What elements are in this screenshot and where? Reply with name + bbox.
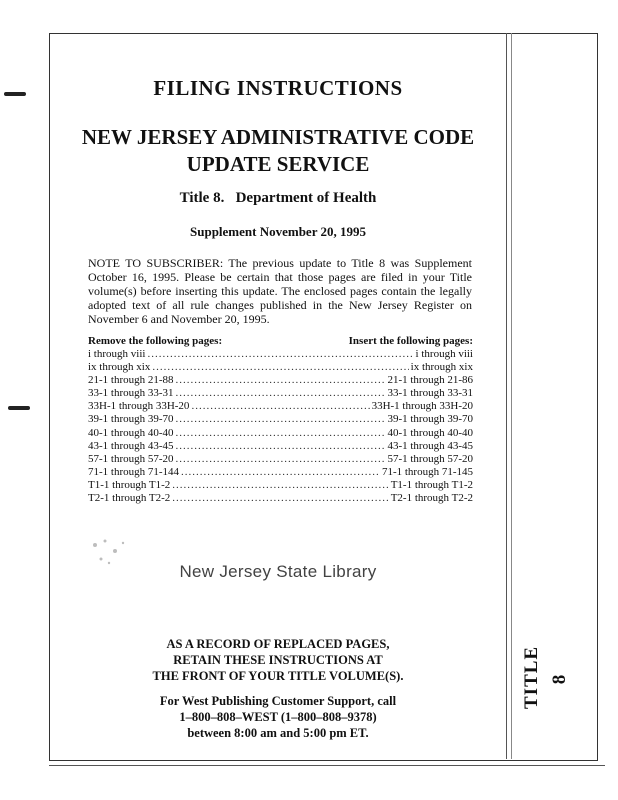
table-row (88, 479, 473, 492)
dot-leader (181, 466, 380, 479)
insert-pages: i through viii (415, 348, 473, 360)
insert-pages: 33H-1 through 33H-20 (371, 400, 473, 413)
dot-leader (176, 374, 386, 387)
support-line1: For West Publishing Customer Support, call (159, 694, 397, 708)
dot-leader (176, 427, 386, 440)
dot-leader (176, 440, 386, 453)
insert-pages: 43-1 through 43-45 (387, 439, 473, 452)
dot-leader (147, 348, 413, 361)
insert-pages: 57-1 through 57-20 (387, 452, 473, 465)
table-rows (88, 348, 473, 505)
dot-leader (176, 453, 386, 466)
customer-support (60, 693, 496, 741)
table-row (88, 374, 473, 387)
record-line3: THE FRONT OF YOUR TITLE VOLUME(S). (152, 669, 404, 683)
remove-pages: i through viii (88, 348, 146, 360)
support-phone: 1–800–808–WEST (1–800–808–9378) (179, 710, 377, 724)
remove-pages: T1-1 through T1-2 (88, 478, 171, 491)
hole-punch-mark-middle (8, 406, 30, 410)
table-row (88, 348, 473, 361)
tab-divider-inner (511, 33, 512, 759)
insert-pages: 71-1 through 71-145 (381, 465, 473, 478)
table-row (88, 427, 473, 440)
table-row (88, 453, 473, 466)
remove-pages: 33-1 through 33-31 (88, 387, 174, 400)
code-title-line2: UPDATE SERVICE (186, 152, 370, 176)
dot-leader (172, 479, 388, 492)
supplement-date: Supplement November 20, 1995 (190, 224, 366, 239)
table-row (88, 400, 473, 413)
page-replacement-table (88, 334, 473, 505)
tab-divider (506, 33, 507, 759)
subscriber-note: NOTE TO SUBSCRIBER: The previous update to Title 8 was Supplement October 16, 1995. Please be certain that those pages are filed in your Title volume(s) before inserting this update. The enclosed pages contain the legally adopted text of all rule changes published in the New Jersey Register on November 6 and November 20, 1995. (88, 256, 472, 326)
table-header (88, 334, 473, 348)
record-instructions (60, 636, 496, 684)
table-row (88, 440, 473, 453)
insert-pages: 39-1 through 39-70 (387, 413, 473, 426)
record-line1: AS A RECORD OF REPLACED PAGES, (166, 637, 390, 651)
remove-pages: ix through xix (88, 361, 151, 374)
insert-header: Insert the following pages: (348, 335, 473, 347)
insert-pages: T2-1 through T2-2 (390, 492, 473, 505)
remove-pages: 33H-1 through 33H-20 (88, 400, 190, 413)
table-row (88, 492, 473, 505)
code-title (60, 124, 496, 178)
remove-pages: 40-1 through 40-40 (88, 426, 174, 439)
table-row (88, 361, 473, 374)
dot-leader (176, 387, 386, 400)
remove-pages: 57-1 through 57-20 (88, 452, 174, 465)
page-title: FILING INSTRUCTIONS (153, 76, 403, 100)
dot-leader (191, 400, 369, 413)
dot-leader (152, 361, 408, 374)
insert-pages: 40-1 through 40-40 (387, 426, 473, 439)
remove-pages: 71-1 through 71-144 (88, 465, 180, 478)
remove-pages: 43-1 through 43-45 (88, 439, 174, 452)
remove-pages: T2-1 through T2-2 (88, 492, 171, 505)
table-row (88, 413, 473, 426)
dot-leader (172, 492, 388, 505)
dot-leader (176, 413, 386, 426)
remove-pages: 21-1 through 21-88 (88, 374, 174, 387)
code-title-line1: NEW JERSEY ADMINISTRATIVE CODE (81, 125, 475, 149)
library-stamp: New Jersey State Library (179, 562, 377, 581)
record-line2: RETAIN THESE INSTRUCTIONS AT (173, 653, 383, 667)
page-border-bottom (49, 765, 605, 766)
insert-pages: T1-1 through T1-2 (390, 478, 473, 491)
support-hours: between 8:00 am and 5:00 pm ET. (187, 726, 369, 740)
remove-pages: 39-1 through 39-70 (88, 413, 174, 426)
insert-pages: 33-1 through 33-31 (387, 387, 473, 400)
title-department: Title 8. Department of Health (179, 190, 377, 206)
title-side-tab: TITLE 8 (521, 645, 570, 709)
remove-header: Remove the following pages: (88, 335, 223, 347)
insert-pages: ix through xix (410, 361, 473, 374)
hole-punch-mark-top (4, 92, 26, 96)
insert-pages: 21-1 through 21-86 (387, 374, 473, 387)
table-row (88, 387, 473, 400)
table-row (88, 466, 473, 479)
